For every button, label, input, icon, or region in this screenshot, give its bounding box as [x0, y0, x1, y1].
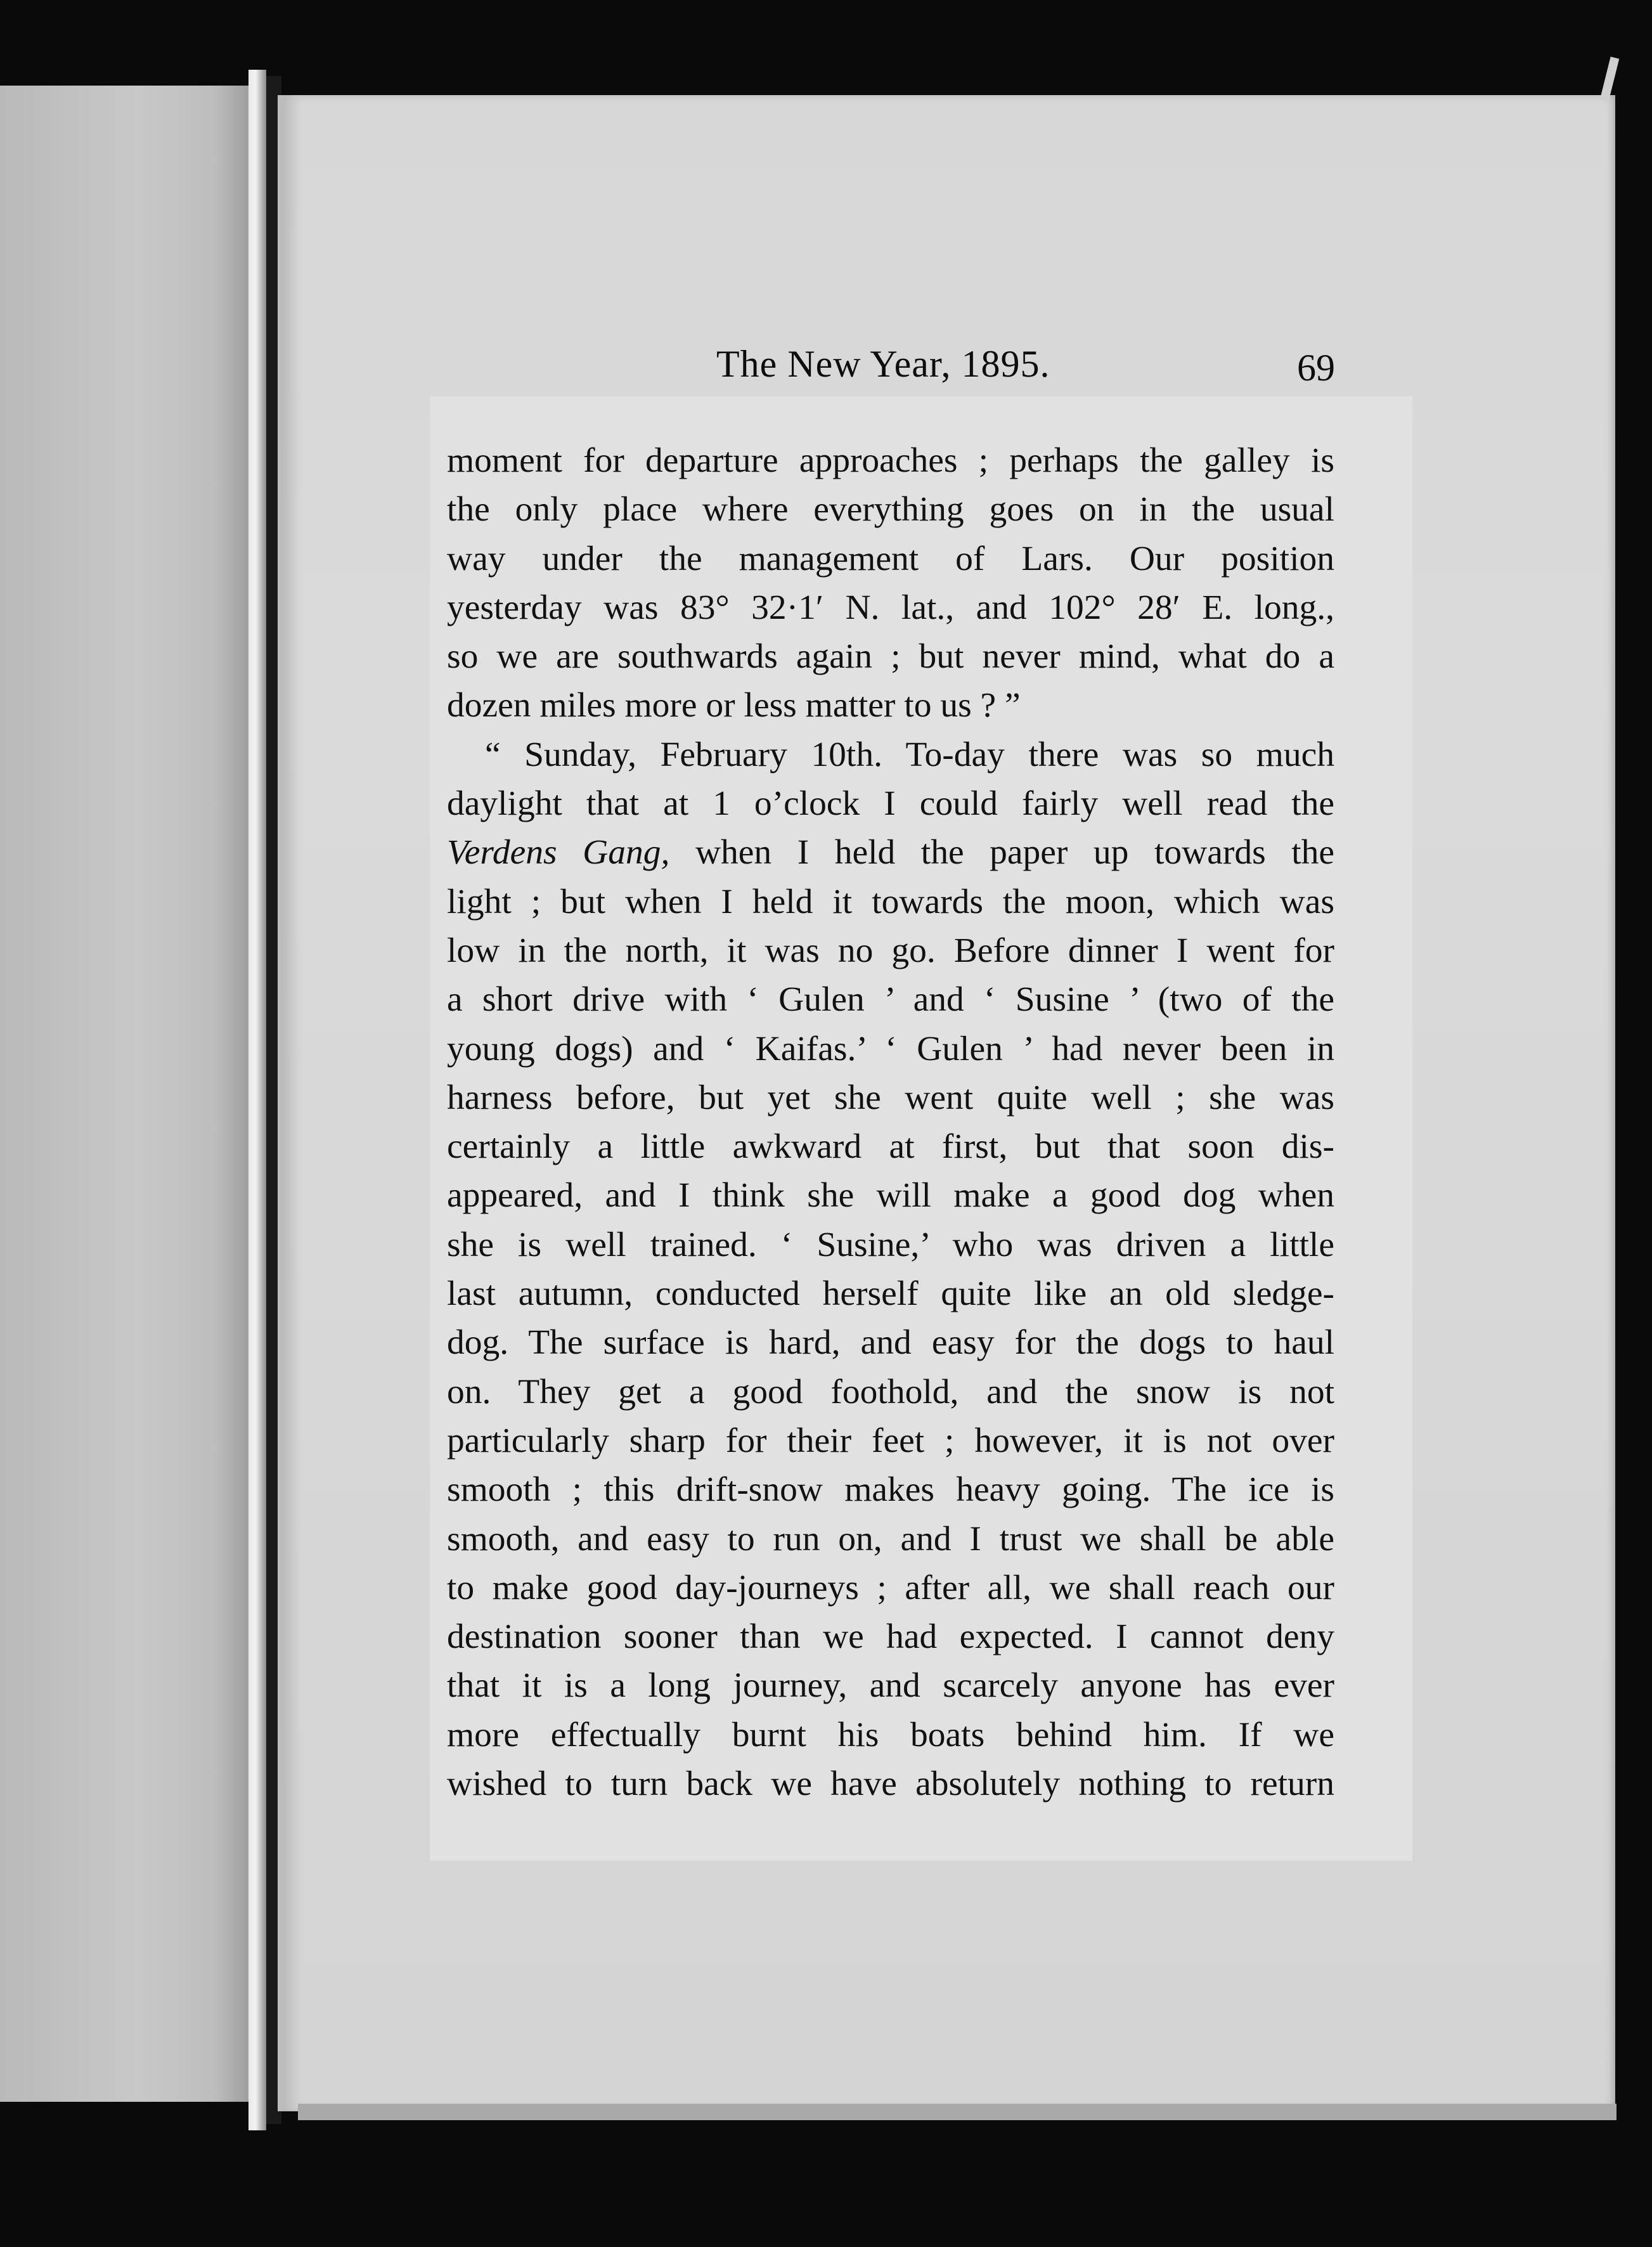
text-line: young dogs) and ‘ Kaifas.’ ‘ Gulen ’ had never been in [447, 1029, 1334, 1068]
running-title: The New Year, 1895. [716, 343, 1050, 385]
text-line: daylight that at 1 o’clock I could fairly well read the [447, 784, 1334, 824]
text-line: moment for departure approaches ; perhaps the galley is [447, 441, 1334, 480]
page-number: 69 [1297, 347, 1335, 389]
text-line: particularly sharp for their feet ; however, it is not over [447, 1421, 1334, 1460]
newspaper-title: Verdens Gang, [447, 833, 670, 872]
text-line: appeared, and I think she will make a good dog when [447, 1176, 1334, 1215]
text-line: dog. The surface is hard, and easy for the dogs to haul [447, 1323, 1334, 1363]
text-line: wished to turn back we have absolutely nothing to return [447, 1765, 1334, 1804]
text-line: the only place where everything goes on in the usual [447, 490, 1334, 529]
text-line: she is well trained. ‘ Susine,’ who was driven a little [447, 1225, 1334, 1264]
text-line: last autumn, conducted herself quite like an old sledge- [447, 1274, 1334, 1314]
body-text [447, 436, 1334, 1808]
text-line: way under the management of Lars. Our position [447, 539, 1334, 578]
page-bottom-edge [298, 2104, 1617, 2120]
text-line-remainder: when I held the paper up towards the [695, 833, 1335, 872]
text-line: yesterday was 83° 32·1′ N. lat., and 102° 28′ E. long., [447, 588, 1334, 627]
text-line: low in the north, it was no go. Before dinner I went for [447, 931, 1334, 970]
text-line: more effectually burnt his boats behind him. If we [447, 1715, 1334, 1754]
corner-mark [1600, 56, 1620, 101]
text-line: “ Sunday, February 10th. To-day there was so much [485, 735, 1334, 774]
page-fold-shadow [278, 95, 303, 2111]
text-line: so we are southwards again ; but never mind, what do a [447, 637, 1334, 677]
text-line: that it is a long journey, and scarcely anyone has ever [447, 1666, 1334, 1706]
text-line: harness before, but yet she went quite well ; she was [447, 1078, 1334, 1117]
text-line: certainly a little awkward at first, but that soon dis- [447, 1127, 1334, 1167]
text-line: smooth ; this drift-snow makes heavy going. The ice is [447, 1470, 1334, 1510]
text-line: on. They get a good foothold, and the snow is not [447, 1372, 1334, 1411]
page-header [0, 342, 1652, 393]
text-line-with-title [447, 828, 1334, 877]
text-line: light ; but when I held it towards the moon, which was [447, 882, 1334, 921]
text-line: a short drive with ‘ Gulen ’ and ‘ Susine ’ (two of the [447, 980, 1334, 1020]
text-line: smooth, and easy to run on, and I trust we shall be able [447, 1519, 1334, 1558]
text-line: destination sooner than we had expected. I cannot deny [447, 1617, 1334, 1657]
text-line: dozen miles more or less matter to us ? ” [447, 686, 1021, 725]
text-line: to make good day-journeys ; after all, we shall reach our [447, 1568, 1334, 1607]
